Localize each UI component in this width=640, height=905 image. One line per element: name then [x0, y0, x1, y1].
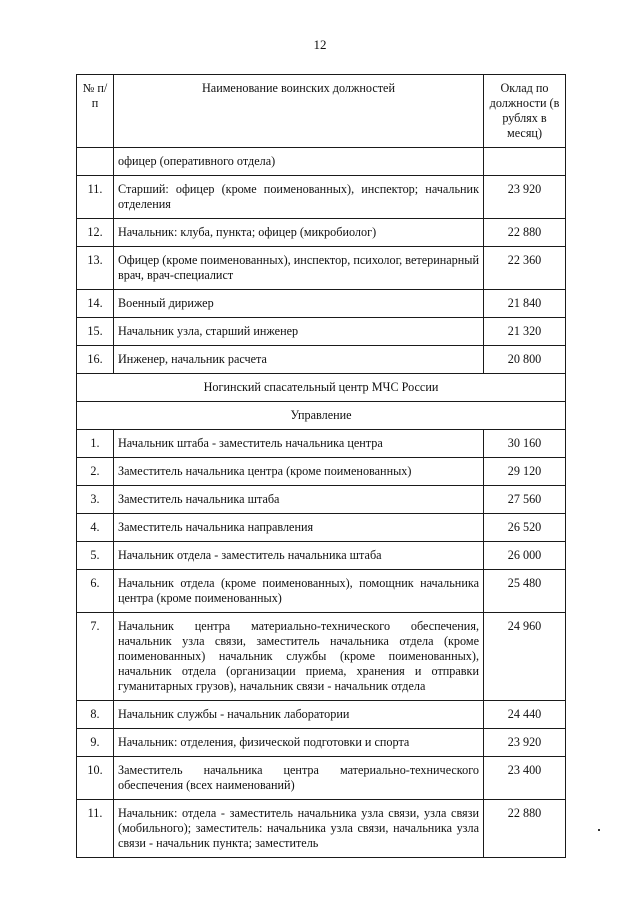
table-row	[77, 701, 566, 729]
row-position-name: Заместитель начальника центра материально-технического обеспечения (всех наименований)	[114, 757, 484, 800]
table-body-bottom	[77, 430, 566, 858]
row-position-name: Военный дирижер	[114, 290, 484, 318]
row-number: 14.	[77, 290, 114, 318]
table-body-top	[77, 148, 566, 374]
row-number: 2.	[77, 458, 114, 486]
row-position-name: Начальник центра материально-технического обеспечения, начальник узла связи, заместитель начальника отдела (кроме поименованных) начальник службы (кроме поименованных), начальник отдела (организации приема, хранения и отправки гуманитарных грузов), начальник связи - начальник отдела	[114, 613, 484, 701]
row-salary: 22 880	[484, 219, 566, 247]
row-position-name: Начальник службы - начальник лаборатории	[114, 701, 484, 729]
row-number: 1.	[77, 430, 114, 458]
table-row	[77, 247, 566, 290]
table-row	[77, 729, 566, 757]
row-number: 3.	[77, 486, 114, 514]
row-salary: 23 400	[484, 757, 566, 800]
row-number: 16.	[77, 346, 114, 374]
header-name: Наименование воинских должностей	[114, 75, 484, 148]
row-number: 7.	[77, 613, 114, 701]
table-row	[77, 613, 566, 701]
salary-table	[76, 74, 566, 858]
row-salary: 21 840	[484, 290, 566, 318]
table-row	[77, 514, 566, 542]
row-number	[77, 148, 114, 176]
row-salary: 26 000	[484, 542, 566, 570]
subsection-row	[77, 402, 566, 430]
row-salary	[484, 148, 566, 176]
table-row	[77, 346, 566, 374]
row-position-name: Начальник отдела (кроме поименованных), помощник начальника центра (кроме поименованных)	[114, 570, 484, 613]
table-row	[77, 318, 566, 346]
row-salary: 27 560	[484, 486, 566, 514]
table-row	[77, 486, 566, 514]
row-salary: 24 960	[484, 613, 566, 701]
table-header-row	[77, 75, 566, 148]
row-position-name: Заместитель начальника штаба	[114, 486, 484, 514]
section-title: Ногинский спасательный центр МЧС России	[77, 374, 566, 402]
row-position-name: Начальник: клуба, пункта; офицер (микробиолог)	[114, 219, 484, 247]
row-position-name: Начальник штаба - заместитель начальника центра	[114, 430, 484, 458]
row-position-name: Начальник: отделения, физической подготовки и спорта	[114, 729, 484, 757]
row-salary: 29 120	[484, 458, 566, 486]
row-number: 6.	[77, 570, 114, 613]
table-row	[77, 176, 566, 219]
row-number: 11.	[77, 800, 114, 858]
row-position-name: Инженер, начальник расчета	[114, 346, 484, 374]
row-position-name: Начальник узла, старший инженер	[114, 318, 484, 346]
table-row	[77, 458, 566, 486]
row-position-name: Начальник: отдела - заместитель начальника узла связи, узла связи (мобильного); заместитель: начальника узла связи, начальника узла связи - начальник пункта; заместитель	[114, 800, 484, 858]
table-row	[77, 430, 566, 458]
table-row	[77, 757, 566, 800]
row-number: 11.	[77, 176, 114, 219]
row-position-name: офицер (оперативного отдела)	[114, 148, 484, 176]
table-row	[77, 542, 566, 570]
table-row	[77, 570, 566, 613]
row-salary: 23 920	[484, 176, 566, 219]
row-number: 9.	[77, 729, 114, 757]
table-row	[77, 800, 566, 858]
row-number: 12.	[77, 219, 114, 247]
row-number: 10.	[77, 757, 114, 800]
page-number: 12	[313, 37, 327, 52]
row-position-name: Заместитель начальника центра (кроме поименованных)	[114, 458, 484, 486]
row-number: 5.	[77, 542, 114, 570]
row-salary: 24 440	[484, 701, 566, 729]
row-number: 4.	[77, 514, 114, 542]
row-salary: 20 800	[484, 346, 566, 374]
row-number: 15.	[77, 318, 114, 346]
row-number: 13.	[77, 247, 114, 290]
subsection-title: Управление	[77, 402, 566, 430]
table-section-headers	[77, 374, 566, 430]
row-salary: 21 320	[484, 318, 566, 346]
row-salary: 22 360	[484, 247, 566, 290]
row-position-name: Заместитель начальника направления	[114, 514, 484, 542]
row-salary: 30 160	[484, 430, 566, 458]
row-position-name: Офицер (кроме поименованных), инспектор, психолог, ветеринарный врач, врач-специалист	[114, 247, 484, 290]
scan-speck	[598, 829, 600, 831]
table-row	[77, 148, 566, 176]
row-position-name: Начальник отдела - заместитель начальника штаба	[114, 542, 484, 570]
header-salary: Оклад по должности (в рублях в месяц)	[484, 75, 566, 148]
header-num: № п/п	[77, 75, 114, 148]
row-number: 8.	[77, 701, 114, 729]
section-row	[77, 374, 566, 402]
table-row	[77, 219, 566, 247]
row-salary: 25 480	[484, 570, 566, 613]
row-salary: 22 880	[484, 800, 566, 858]
row-salary: 26 520	[484, 514, 566, 542]
row-position-name: Старший: офицер (кроме поименованных), инспектор; начальник отделения	[114, 176, 484, 219]
table-row	[77, 290, 566, 318]
row-salary: 23 920	[484, 729, 566, 757]
